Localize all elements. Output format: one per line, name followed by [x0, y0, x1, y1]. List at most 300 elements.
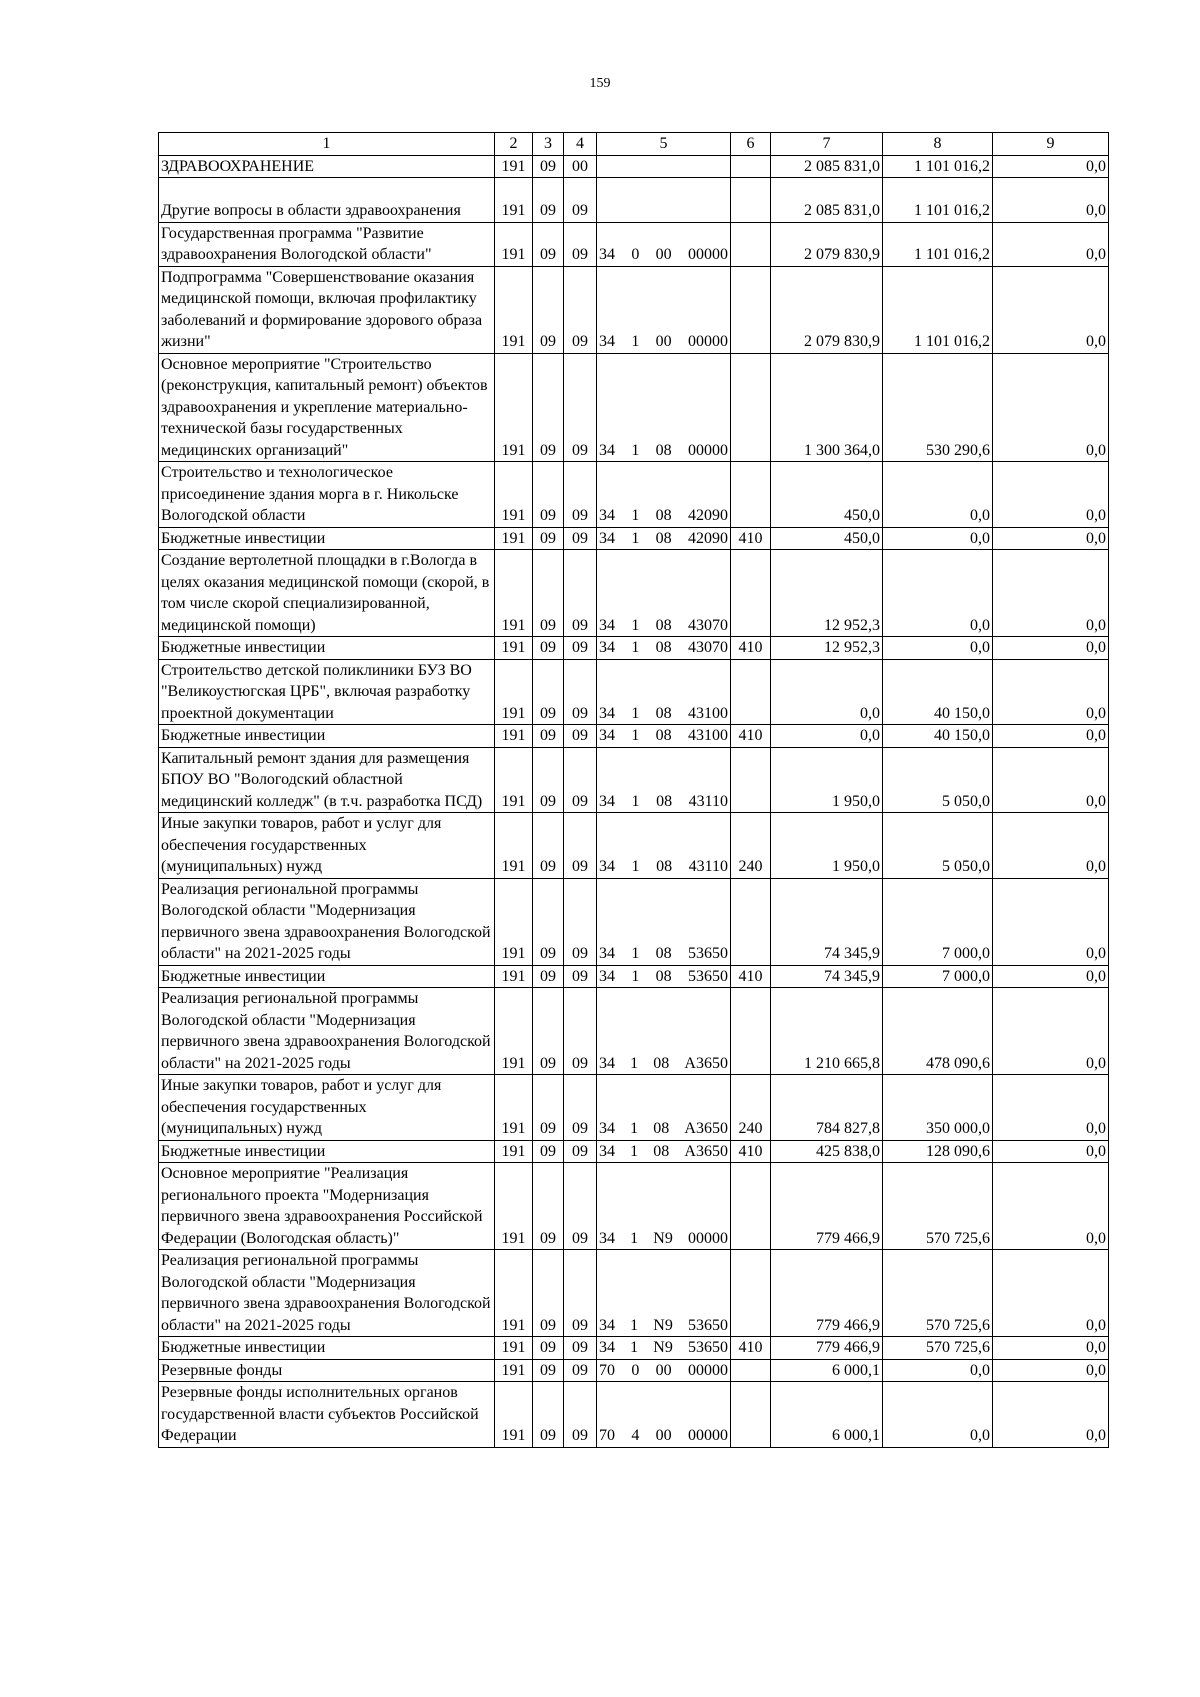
row-amount-col-8: 1 101 016,2	[883, 155, 993, 178]
target-article-part-4: 00000	[687, 246, 728, 263]
target-article-code	[599, 615, 728, 637]
row-code-4: 09	[564, 1140, 597, 1163]
target-article-part-2: 1	[631, 507, 640, 524]
target-article-part-2: 1	[630, 1054, 639, 1072]
row-amount-col-7: 0,0	[771, 659, 883, 725]
target-article-code	[599, 943, 728, 965]
target-article-code	[599, 331, 728, 353]
target-article-code	[599, 1315, 728, 1337]
row-amount-col-7: 779 466,9	[771, 1337, 883, 1360]
target-article-part-3: 08	[656, 792, 673, 810]
row-amount-col-9: 0,0	[993, 155, 1109, 178]
row-code-2: 191	[495, 266, 533, 353]
target-article-part-1: 34	[599, 529, 615, 547]
row-name: Строительство детской поликлиники БУЗ ВО "Великоустюгская ЦРБ", включая разработку проектной документации	[159, 659, 495, 725]
target-article-part-3: N9	[653, 1229, 673, 1247]
target-article-part-1: 34	[599, 639, 615, 656]
row-target-article	[597, 747, 731, 813]
row-amount-col-9: 0,0	[993, 527, 1109, 550]
row-target-article	[597, 178, 731, 223]
target-article-part-2: 1	[631, 616, 640, 634]
row-amount-col-9: 0,0	[993, 988, 1109, 1075]
row-amount-col-8: 0,0	[883, 527, 993, 550]
target-article-part-2: 1	[631, 967, 640, 985]
table-row	[159, 353, 1109, 462]
row-name: ЗДРАВООХРАНЕНИЕ	[159, 155, 495, 178]
row-amount-col-9: 0,0	[993, 747, 1109, 813]
row-code-3: 09	[533, 550, 564, 637]
row-amount-col-9: 0,0	[993, 637, 1109, 660]
row-code-3: 09	[533, 1140, 564, 1163]
target-article-part-1: 34	[599, 1142, 615, 1160]
row-amount-col-8: 0,0	[883, 637, 993, 660]
row-amount-col-9: 0,0	[993, 1163, 1109, 1250]
row-target-article	[597, 462, 731, 528]
target-article-part-3: 00	[655, 1427, 672, 1444]
row-amount-col-7: 12 952,3	[771, 550, 883, 637]
table-row	[159, 637, 1109, 660]
target-article-code	[599, 703, 728, 725]
target-article-part-4: 43100	[687, 727, 728, 744]
row-amount-col-9: 0,0	[993, 550, 1109, 637]
target-article-part-1: 34	[599, 1054, 615, 1072]
target-article-part-4: 43110	[688, 858, 728, 875]
target-article-part-4: 43100	[687, 704, 728, 722]
table-row	[159, 813, 1109, 879]
row-name: Бюджетные инвестиции	[159, 637, 495, 660]
row-name: Основное мероприятие "Строительство (реконструкция, капитальный ремонт) объектов здравоохранения и укрепление материально-технической базы государственных медицинских организаций"	[159, 353, 495, 462]
target-article-code	[599, 856, 728, 878]
target-article-part-4: 00000	[687, 333, 728, 350]
row-expense-type	[731, 1359, 771, 1382]
row-target-article	[597, 988, 731, 1075]
target-article-part-1: 34	[599, 441, 615, 459]
row-amount-col-9: 0,0	[993, 1140, 1109, 1163]
target-article-part-2: 1	[631, 333, 640, 350]
target-article-part-1: 34	[599, 333, 615, 350]
row-amount-col-7: 1 950,0	[771, 747, 883, 813]
budget-table	[158, 132, 1109, 1448]
row-amount-col-8: 570 725,6	[883, 1337, 993, 1360]
row-amount-col-8: 5 050,0	[883, 813, 993, 879]
row-code-3: 09	[533, 637, 564, 660]
row-target-article	[597, 266, 731, 353]
row-code-2: 191	[495, 1250, 533, 1337]
column-header-1: 1	[159, 133, 495, 156]
row-amount-col-7: 779 466,9	[771, 1163, 883, 1250]
row-expense-type: 410	[731, 725, 771, 748]
row-target-article	[597, 1075, 731, 1141]
row-code-3: 09	[533, 747, 564, 813]
row-name: Капитальный ремонт здания для размещения БПОУ ВО "Вологодский областной медицинский колледж" (в т.ч. разработка ПСД)	[159, 747, 495, 813]
target-article-part-1: 70	[599, 1427, 615, 1444]
row-code-4: 09	[564, 353, 597, 462]
row-amount-col-8: 350 000,0	[883, 1075, 993, 1141]
row-code-2: 191	[495, 1382, 533, 1448]
row-amount-col-8: 570 725,6	[883, 1163, 993, 1250]
row-code-4: 00	[564, 155, 597, 178]
table-row	[159, 462, 1109, 528]
row-code-4: 09	[564, 550, 597, 637]
row-code-3: 09	[533, 813, 564, 879]
target-article-part-1: 34	[599, 616, 615, 634]
row-amount-col-9: 0,0	[993, 878, 1109, 965]
target-article-part-2: 1	[631, 858, 640, 875]
row-name: Строительство и технологическое присоединение здания морга в г. Никольске Вологодской области	[159, 462, 495, 528]
row-code-3: 09	[533, 266, 564, 353]
row-amount-col-8: 40 150,0	[883, 659, 993, 725]
row-amount-col-7: 74 345,9	[771, 965, 883, 988]
row-code-2: 191	[495, 965, 533, 988]
row-target-article	[597, 222, 731, 266]
target-article-code	[599, 244, 728, 266]
row-name: Бюджетные инвестиции	[159, 527, 495, 550]
row-target-article	[597, 155, 731, 178]
target-article-part-4: A3650	[684, 1054, 728, 1072]
target-article-code	[599, 528, 728, 550]
target-article-part-3: 00	[655, 1361, 672, 1379]
row-target-article	[597, 527, 731, 550]
target-article-part-2: 1	[630, 1120, 639, 1137]
target-article-code	[599, 1337, 728, 1359]
row-code-3: 09	[533, 725, 564, 748]
row-code-4: 09	[564, 965, 597, 988]
target-article-part-1: 34	[599, 1229, 615, 1247]
row-code-3: 09	[533, 1163, 564, 1250]
target-article-part-1: 34	[599, 727, 615, 744]
row-name: Основное мероприятие "Реализация регионального проекта "Модернизация первичного звена здравоохранения Российской Федерации (Вологодская область)"	[159, 1163, 495, 1250]
row-name: Другие вопросы в области здравоохранения	[159, 178, 495, 223]
row-code-4: 09	[564, 1250, 597, 1337]
table-row	[159, 878, 1109, 965]
row-expense-type	[731, 1250, 771, 1337]
row-target-article	[597, 1382, 731, 1448]
row-amount-col-9: 0,0	[993, 1359, 1109, 1382]
target-article-code	[599, 1228, 728, 1250]
row-name: Бюджетные инвестиции	[159, 965, 495, 988]
table-row	[159, 1140, 1109, 1163]
target-article-part-2: 1	[630, 1229, 639, 1247]
table-row	[159, 222, 1109, 266]
row-expense-type	[731, 462, 771, 528]
target-article-part-1: 34	[599, 967, 615, 985]
row-amount-col-9: 0,0	[993, 1382, 1109, 1448]
table-row	[159, 550, 1109, 637]
row-code-2: 191	[495, 155, 533, 178]
row-code-2: 191	[495, 1337, 533, 1360]
row-target-article	[597, 965, 731, 988]
row-amount-col-9: 0,0	[993, 965, 1109, 988]
row-amount-col-7: 2 085 831,0	[771, 178, 883, 223]
target-article-part-3: 08	[653, 1142, 670, 1160]
row-target-article	[597, 637, 731, 660]
target-article-part-3: 08	[655, 529, 672, 547]
row-amount-col-7: 2 079 830,9	[771, 222, 883, 266]
row-amount-col-7: 6 000,1	[771, 1359, 883, 1382]
target-article-code	[599, 1053, 728, 1075]
column-header-5: 5	[597, 133, 731, 156]
row-expense-type: 410	[731, 527, 771, 550]
row-amount-col-8: 40 150,0	[883, 725, 993, 748]
row-name: Государственная программа "Развитие здравоохранения Вологодской области"	[159, 222, 495, 266]
table-row	[159, 266, 1109, 353]
row-code-4: 09	[564, 659, 597, 725]
table-row	[159, 747, 1109, 813]
row-code-3: 09	[533, 1382, 564, 1448]
target-article-part-3: 08	[655, 616, 672, 634]
row-target-article	[597, 1337, 731, 1360]
row-amount-col-8: 0,0	[883, 1359, 993, 1382]
target-article-part-2: 4	[631, 1427, 640, 1444]
target-article-part-4: 43110	[688, 792, 728, 810]
target-article-part-2: 1	[631, 529, 640, 547]
row-target-article	[597, 1359, 731, 1382]
target-article-part-1: 34	[599, 704, 615, 722]
row-code-4: 09	[564, 747, 597, 813]
row-code-3: 09	[533, 878, 564, 965]
row-code-4: 09	[564, 1075, 597, 1141]
row-code-3: 09	[533, 988, 564, 1075]
table-row	[159, 659, 1109, 725]
target-article-code	[599, 1425, 728, 1447]
target-article-code	[599, 966, 728, 988]
row-amount-col-8: 128 090,6	[883, 1140, 993, 1163]
target-article-code	[599, 1141, 728, 1163]
row-name: Бюджетные инвестиции	[159, 725, 495, 748]
row-amount-col-8: 478 090,6	[883, 988, 993, 1075]
row-expense-type	[731, 988, 771, 1075]
row-code-3: 09	[533, 527, 564, 550]
row-target-article	[597, 1250, 731, 1337]
row-amount-col-7: 74 345,9	[771, 878, 883, 965]
row-code-2: 191	[495, 878, 533, 965]
target-article-part-1: 34	[599, 507, 615, 524]
row-expense-type	[731, 266, 771, 353]
target-article-part-2: 1	[631, 441, 640, 459]
row-amount-col-8: 5 050,0	[883, 747, 993, 813]
column-header-7: 7	[771, 133, 883, 156]
target-article-part-2: 1	[630, 1142, 639, 1160]
row-expense-type: 240	[731, 813, 771, 879]
row-expense-type: 240	[731, 1075, 771, 1141]
row-amount-col-9: 0,0	[993, 659, 1109, 725]
row-expense-type	[731, 155, 771, 178]
column-header-6: 6	[731, 133, 771, 156]
target-article-part-3: 08	[655, 639, 672, 656]
row-code-2: 191	[495, 222, 533, 266]
target-article-part-1: 34	[599, 858, 615, 875]
row-amount-col-9: 0,0	[993, 222, 1109, 266]
row-amount-col-7: 1 950,0	[771, 813, 883, 879]
target-article-code	[599, 1118, 728, 1140]
target-article-part-1: 34	[599, 1120, 615, 1137]
row-code-3: 09	[533, 353, 564, 462]
target-article-code	[599, 1360, 728, 1382]
row-name: Резервные фонды исполнительных органов государственной власти субъектов Российской Федерации	[159, 1382, 495, 1448]
target-article-part-2: 1	[631, 792, 640, 810]
target-article-part-3: N9	[653, 1339, 673, 1356]
row-amount-col-9: 0,0	[993, 1337, 1109, 1360]
target-article-part-4: 53650	[687, 1316, 728, 1334]
row-name: Реализация региональной программы Вологодской области "Модернизация первичного звена здравоохранения Вологодской области" на 2021-2025 годы	[159, 988, 495, 1075]
target-article-part-1: 34	[599, 792, 615, 810]
target-article-part-4: 53650	[687, 945, 728, 962]
row-amount-col-7: 779 466,9	[771, 1250, 883, 1337]
row-amount-col-9: 0,0	[993, 266, 1109, 353]
row-code-3: 09	[533, 1337, 564, 1360]
target-article-part-2: 1	[631, 704, 640, 722]
row-amount-col-8: 7 000,0	[883, 878, 993, 965]
row-amount-col-8: 570 725,6	[883, 1250, 993, 1337]
table-row	[159, 1382, 1109, 1448]
row-amount-col-7: 450,0	[771, 527, 883, 550]
target-article-part-3: 08	[655, 967, 672, 985]
target-article-part-3: 08	[655, 704, 672, 722]
row-name: Резервные фонды	[159, 1359, 495, 1382]
row-code-4: 09	[564, 178, 597, 223]
row-name: Бюджетные инвестиции	[159, 1337, 495, 1360]
row-code-2: 191	[495, 988, 533, 1075]
row-target-article	[597, 1163, 731, 1250]
target-article-code	[599, 791, 728, 813]
table-row	[159, 1075, 1109, 1141]
row-code-4: 09	[564, 725, 597, 748]
row-code-2: 191	[495, 550, 533, 637]
row-code-2: 191	[495, 1140, 533, 1163]
row-expense-type	[731, 747, 771, 813]
row-amount-col-8: 1 101 016,2	[883, 222, 993, 266]
target-article-part-4: 53650	[687, 967, 728, 985]
table-row	[159, 1250, 1109, 1337]
row-code-4: 09	[564, 1163, 597, 1250]
target-article-part-4: 53650	[687, 1339, 728, 1356]
target-article-part-3: 00	[655, 246, 672, 263]
row-target-article	[597, 725, 731, 748]
row-expense-type	[731, 353, 771, 462]
row-name: Реализация региональной программы Вологодской области "Модернизация первичного звена здравоохранения Вологодской области" на 2021-2025 годы	[159, 1250, 495, 1337]
row-expense-type: 410	[731, 637, 771, 660]
row-amount-col-9: 0,0	[993, 1075, 1109, 1141]
target-article-part-3: 08	[653, 1054, 670, 1072]
row-code-2: 191	[495, 813, 533, 879]
table-row	[159, 1359, 1109, 1382]
row-code-2: 191	[495, 527, 533, 550]
row-target-article	[597, 1140, 731, 1163]
row-code-2: 191	[495, 353, 533, 462]
row-expense-type	[731, 878, 771, 965]
row-expense-type	[731, 178, 771, 223]
row-target-article	[597, 550, 731, 637]
row-expense-type	[731, 659, 771, 725]
row-code-2: 191	[495, 1075, 533, 1141]
row-code-2: 191	[495, 637, 533, 660]
target-article-part-2: 0	[631, 246, 640, 263]
row-amount-col-8: 0,0	[883, 1382, 993, 1448]
row-amount-col-8: 1 101 016,2	[883, 178, 993, 223]
row-amount-col-9: 0,0	[993, 725, 1109, 748]
row-code-4: 09	[564, 878, 597, 965]
target-article-part-3: N9	[653, 1316, 673, 1334]
row-code-3: 09	[533, 1075, 564, 1141]
target-article-part-1: 34	[599, 246, 615, 263]
target-article-part-4: A3650	[684, 1120, 728, 1137]
target-article-part-3: 08	[655, 727, 672, 744]
target-article-code	[599, 505, 728, 527]
row-amount-col-7: 1 300 364,0	[771, 353, 883, 462]
row-amount-col-7: 784 827,8	[771, 1075, 883, 1141]
row-code-3: 09	[533, 155, 564, 178]
target-article-part-3: 08	[655, 507, 672, 524]
row-amount-col-7: 450,0	[771, 462, 883, 528]
row-amount-col-7: 2 079 830,9	[771, 266, 883, 353]
row-target-article	[597, 813, 731, 879]
row-amount-col-9: 0,0	[993, 178, 1109, 223]
row-code-2: 191	[495, 747, 533, 813]
target-article-part-3: 00	[655, 333, 672, 350]
row-code-2: 191	[495, 725, 533, 748]
row-code-4: 09	[564, 266, 597, 353]
row-code-4: 09	[564, 813, 597, 879]
row-expense-type: 410	[731, 1337, 771, 1360]
row-expense-type: 410	[731, 1140, 771, 1163]
page-number: 159	[589, 76, 611, 91]
target-article-part-2: 1	[631, 639, 640, 656]
row-code-4: 09	[564, 222, 597, 266]
row-amount-col-8: 7 000,0	[883, 965, 993, 988]
row-amount-col-9: 0,0	[993, 462, 1109, 528]
row-code-4: 09	[564, 1359, 597, 1382]
row-code-3: 09	[533, 965, 564, 988]
row-amount-col-8: 530 290,6	[883, 353, 993, 462]
table-row	[159, 527, 1109, 550]
target-article-part-4: A3650	[684, 1142, 728, 1160]
row-code-3: 09	[533, 222, 564, 266]
target-article-part-4: 00000	[687, 1229, 728, 1247]
table-row	[159, 965, 1109, 988]
row-code-3: 09	[533, 178, 564, 223]
target-article-part-2: 1	[631, 945, 640, 962]
row-expense-type: 410	[731, 965, 771, 988]
row-amount-col-7: 2 085 831,0	[771, 155, 883, 178]
row-amount-col-7: 1 210 665,8	[771, 988, 883, 1075]
row-code-4: 09	[564, 988, 597, 1075]
target-article-part-2: 0	[631, 1361, 640, 1379]
target-article-part-3: 08	[656, 858, 673, 875]
row-code-2: 191	[495, 178, 533, 223]
row-expense-type	[731, 222, 771, 266]
row-code-3: 09	[533, 659, 564, 725]
row-amount-col-7: 425 838,0	[771, 1140, 883, 1163]
target-article-part-4: 43070	[687, 616, 728, 634]
column-header-3: 3	[533, 133, 564, 156]
target-article-code	[599, 637, 728, 659]
row-code-3: 09	[533, 1250, 564, 1337]
table-row	[159, 155, 1109, 178]
row-code-3: 09	[533, 1359, 564, 1382]
row-target-article	[597, 659, 731, 725]
row-amount-col-8: 0,0	[883, 550, 993, 637]
row-code-2: 191	[495, 659, 533, 725]
target-article-part-4: 00000	[687, 1361, 728, 1379]
row-code-2: 191	[495, 1359, 533, 1382]
row-target-article	[597, 878, 731, 965]
row-code-4: 09	[564, 1337, 597, 1360]
row-amount-col-8: 0,0	[883, 462, 993, 528]
row-name: Иные закупки товаров, работ и услуг для обеспечения государственных (муниципальных) нужд	[159, 1075, 495, 1141]
row-name: Иные закупки товаров, работ и услуг для обеспечения государственных (муниципальных) нужд	[159, 813, 495, 879]
table-row	[159, 1163, 1109, 1250]
row-target-article	[597, 353, 731, 462]
